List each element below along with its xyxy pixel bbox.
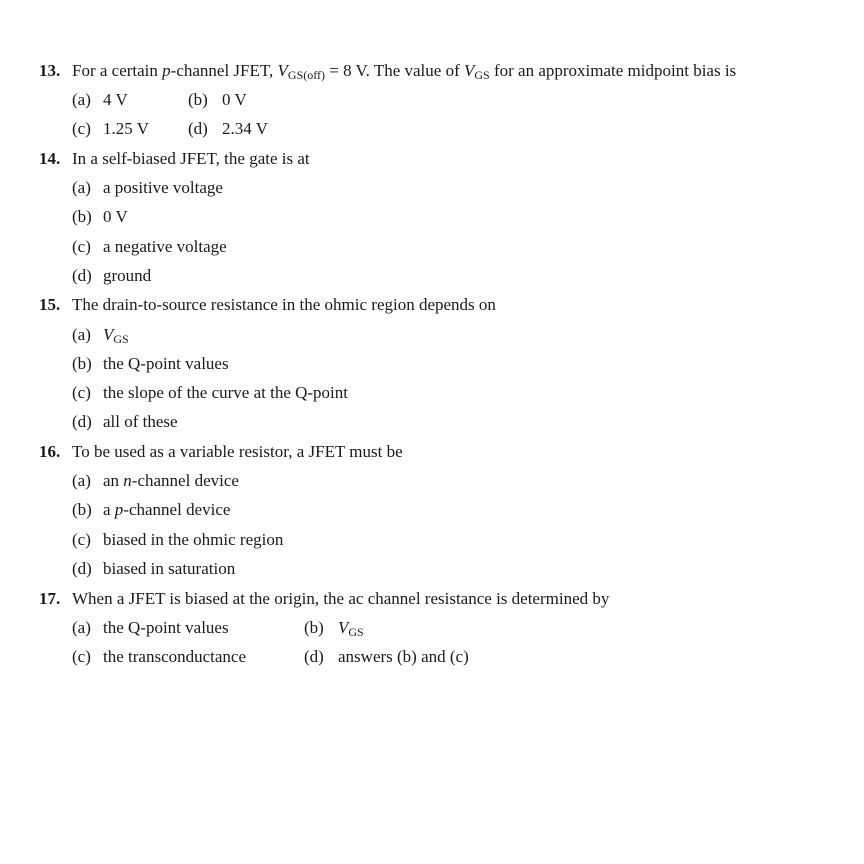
option-text: $V_{GS}$ bbox=[103, 325, 129, 346]
question-number: 16. bbox=[39, 442, 61, 461]
question-16-stem-line bbox=[39, 441, 403, 463]
question-number: 17. bbox=[39, 589, 61, 608]
option-c bbox=[72, 118, 149, 140]
option-letter: (d) bbox=[72, 266, 92, 285]
option-text: biased in the ohmic region bbox=[103, 530, 284, 549]
option-letter: (c) bbox=[72, 647, 91, 666]
option-text: the Q-point values bbox=[103, 354, 229, 373]
option-d bbox=[72, 411, 178, 433]
option-d bbox=[72, 265, 151, 287]
question-text: To be used as a variable resistor, a JFET must be bbox=[72, 442, 403, 461]
option-a bbox=[72, 470, 239, 492]
option-text: 2.34 V bbox=[222, 119, 268, 138]
question-text: For a certain p-channel JFET, $V_{GS(off)} = 8$ V. The value of $V_{GS}$ for an approximate midpoint bias is bbox=[72, 61, 737, 82]
option-letter: (d) bbox=[188, 119, 208, 138]
option-letter: (b) bbox=[72, 207, 92, 226]
option-text: 1.25 V bbox=[103, 119, 149, 138]
option-text: 0 V bbox=[103, 207, 128, 226]
option-d bbox=[72, 558, 235, 580]
option-text: 4 V bbox=[103, 90, 128, 109]
option-text: answers (b) and (c) bbox=[338, 647, 469, 666]
option-letter: (b) bbox=[188, 90, 208, 109]
option-letter: (a) bbox=[72, 618, 91, 637]
option-letter: (b) bbox=[304, 618, 324, 637]
option-a bbox=[72, 89, 128, 111]
option-letter: (d) bbox=[304, 647, 324, 666]
question-text: The drain-to-source resistance in the ohmic region depends on bbox=[72, 295, 496, 314]
question-number: 15. bbox=[39, 295, 61, 314]
option-letter: (b) bbox=[72, 500, 92, 519]
option-a bbox=[72, 177, 223, 199]
question-number: 14. bbox=[39, 149, 61, 168]
option-letter: (d) bbox=[72, 559, 92, 578]
option-b bbox=[72, 353, 229, 375]
option-a bbox=[72, 324, 129, 346]
option-letter: (a) bbox=[72, 471, 91, 490]
option-text: the transconductance bbox=[103, 647, 247, 666]
question-17-stem-line bbox=[39, 588, 609, 610]
option-text: ground bbox=[103, 266, 152, 285]
question-14-stem-line bbox=[39, 148, 310, 170]
option-b bbox=[304, 617, 364, 639]
option-text: 0 V bbox=[222, 90, 247, 109]
option-letter: (a) bbox=[72, 178, 91, 197]
option-c bbox=[72, 529, 283, 551]
question-13-stem-line bbox=[39, 60, 736, 82]
option-letter: (c) bbox=[72, 119, 91, 138]
option-text: biased in saturation bbox=[103, 559, 236, 578]
option-d bbox=[188, 118, 268, 140]
option-letter: (a) bbox=[72, 325, 91, 344]
option-text: a p-channel device bbox=[103, 500, 231, 519]
option-text: a positive voltage bbox=[103, 178, 223, 197]
option-c bbox=[72, 646, 246, 668]
option-a bbox=[72, 617, 229, 639]
option-b bbox=[188, 89, 247, 111]
question-15-stem-line bbox=[39, 294, 496, 316]
question-number: 13. bbox=[39, 61, 61, 80]
option-text: all of these bbox=[103, 412, 178, 431]
option-text: the slope of the curve at the Q-point bbox=[103, 383, 349, 402]
option-text: the Q-point values bbox=[103, 618, 229, 637]
option-letter: (c) bbox=[72, 530, 91, 549]
option-letter: (c) bbox=[72, 237, 91, 256]
option-c bbox=[72, 382, 348, 404]
option-text: an n-channel device bbox=[103, 471, 239, 490]
option-letter: (d) bbox=[72, 412, 92, 431]
option-c bbox=[72, 236, 227, 258]
option-text: $V_{GS}$ bbox=[338, 618, 364, 639]
option-letter: (c) bbox=[72, 383, 91, 402]
question-text: When a JFET is biased at the origin, the ac channel resistance is determined by bbox=[72, 589, 610, 608]
option-b bbox=[72, 499, 230, 521]
option-letter: (b) bbox=[72, 354, 92, 373]
option-d bbox=[304, 646, 469, 668]
question-text: In a self-biased JFET, the gate is at bbox=[72, 149, 310, 168]
option-letter: (a) bbox=[72, 90, 91, 109]
option-b bbox=[72, 206, 128, 228]
option-text: a negative voltage bbox=[103, 237, 227, 256]
